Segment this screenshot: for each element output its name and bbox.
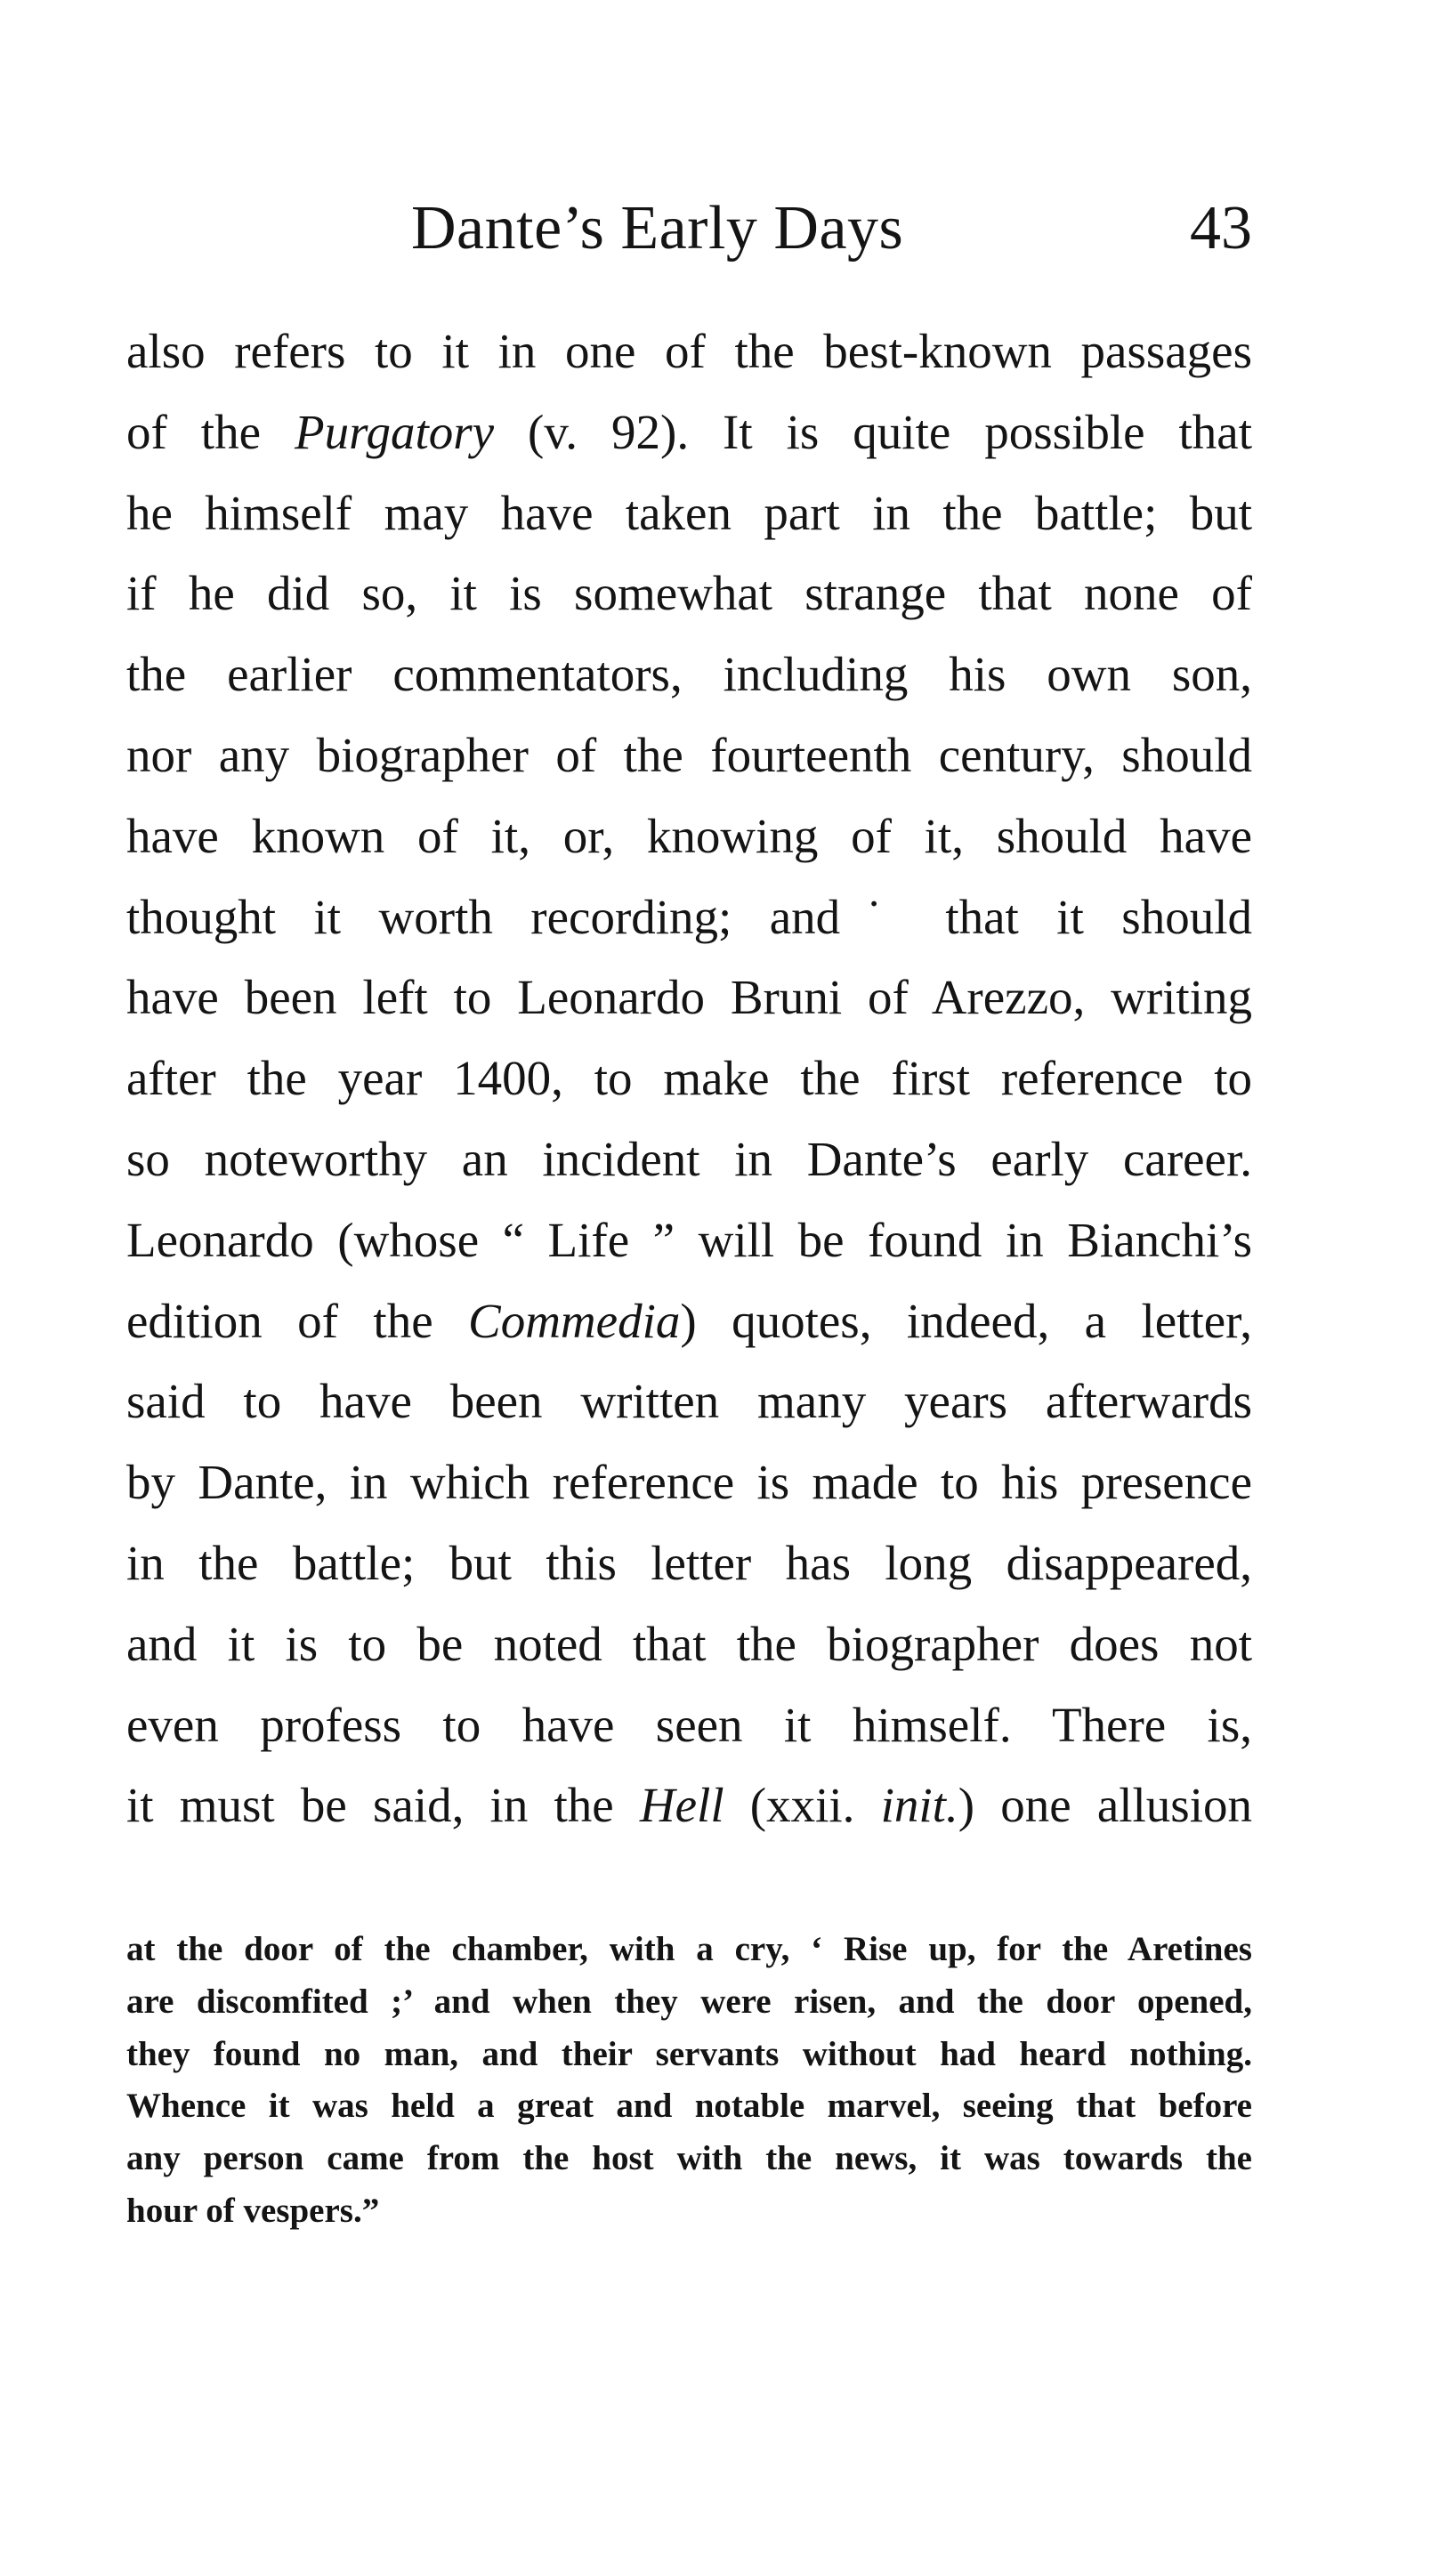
italic-title: Purgatory	[294, 404, 495, 459]
italic-title: Hell	[639, 1778, 724, 1833]
body-line: by Dante, in which reference is made to his presence	[126, 1455, 1252, 1510]
body-line: Leonardo (whose “ Life ” will be found in Bianchi’s	[126, 1212, 1252, 1267]
footnote-line: are discomfited ;’ and when they were risen, and the door opened,	[126, 1982, 1252, 2021]
footnote	[126, 1924, 1252, 2238]
body-text	[126, 311, 1252, 1846]
body-line: so noteworthy an incident in Dante’s early career.	[126, 1131, 1252, 1186]
footnote-line: they found no man, and their servants without had heard nothing.	[126, 2034, 1252, 2073]
footnote-line: any person came from the host with the news, it was towards the	[126, 2139, 1252, 2178]
page-number: 43	[1190, 194, 1252, 262]
italic-abbrev: init.	[880, 1778, 958, 1833]
body-line: he himself may have taken part in the battle; but	[126, 485, 1252, 540]
running-head	[126, 189, 1252, 269]
footnote-line: at the door of the chamber, with a cry, ‘ Rise up, for the Aretines	[126, 1930, 1252, 1968]
body-line: edition of the Commedia) quotes, indeed, a letter,	[126, 1293, 1252, 1348]
body-line: the earlier commentators, including his own son,	[126, 647, 1252, 702]
body-line: if he did so, it is somewhat strange that none of	[126, 566, 1252, 621]
body-line: have been left to Leonardo Bruni of Arezzo, writing	[126, 970, 1252, 1025]
body-line: it must be said, in the Hell (xxii. init.) one allusion	[126, 1778, 1252, 1833]
footnote-line: Whence it was held a great and notable marvel, seeing that before	[126, 2087, 1252, 2126]
running-head-title: Dante’s Early Days	[411, 194, 904, 262]
body-line: nor any biographer of the fourteenth century, should	[126, 727, 1252, 782]
body-line: have known of it, or, knowing of it, should have	[126, 808, 1252, 863]
body-line: after the year 1400, to make the first reference to	[126, 1051, 1252, 1106]
body-line: even profess to have seen it himself. There is,	[126, 1697, 1252, 1752]
footnote-line: hour of vespers.”	[126, 2191, 380, 2230]
body-line: of the Purgatory (v. 92). It is quite possible that	[126, 404, 1252, 459]
body-line: thought it worth recording; and˙ that it should	[126, 889, 1252, 944]
body-line: said to have been written many years afterwards	[126, 1374, 1252, 1429]
italic-title: Commedia	[468, 1293, 681, 1348]
body-line: and it is to be noted that the biographer does not	[126, 1616, 1252, 1671]
body-line: also refers to it in one of the best-known passages	[126, 324, 1252, 378]
body-line: in the battle; but this letter has long disappeared,	[126, 1535, 1252, 1590]
